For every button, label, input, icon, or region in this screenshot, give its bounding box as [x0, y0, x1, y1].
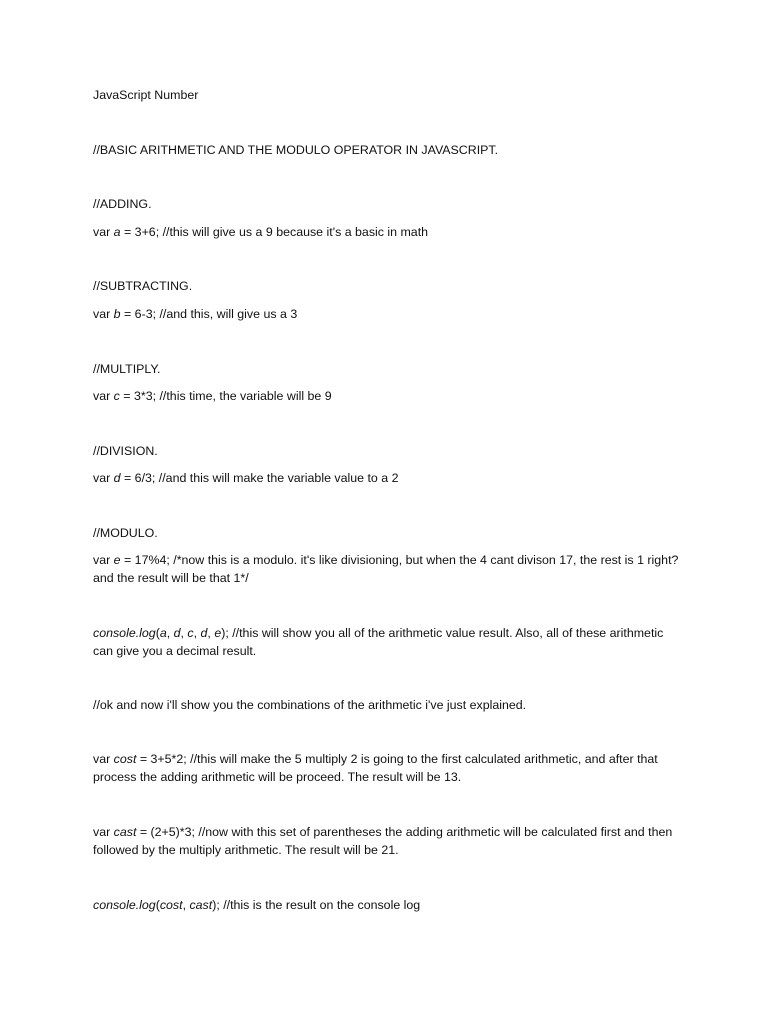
punctuation: , [207, 626, 215, 640]
keyword: var [93, 752, 114, 766]
variable-name: e [113, 553, 121, 567]
argument: e [214, 626, 222, 640]
argument: cast [189, 898, 213, 912]
variable-name: d [113, 471, 121, 485]
code-text: = 6/3; //and this will make the variable value to a 2 [120, 471, 399, 485]
keyword: var [93, 553, 114, 567]
variable-name: cast [113, 825, 137, 839]
console-log-line-2 [93, 897, 683, 915]
keyword: var [93, 225, 114, 239]
variable-name: b [113, 307, 121, 321]
section-heading: //BASIC ARITHMETIC AND THE MODULO OPERATOR IN JAVASCRIPT. [93, 143, 499, 157]
keyword: var [93, 307, 114, 321]
argument: cost [159, 898, 183, 912]
adding-code-line [93, 224, 683, 242]
modulo-code-line [93, 552, 683, 587]
code-text: = 3+6; //this will give us a 9 because it's a basic in math [120, 225, 429, 239]
code-text: ); //this is the result on the console log [212, 898, 421, 912]
cast-code-line [93, 824, 683, 859]
punctuation: ( [155, 626, 160, 640]
adding-comment: //ADDING. [93, 197, 152, 211]
code-text: ); //this will show you all of the arithmetic value result. Also, all of these arithmetic can give you a decimal result. [93, 626, 664, 658]
code-text: = 3*3; //this time, the variable will be 9 [119, 389, 332, 403]
variable-name: c [113, 389, 120, 403]
multiply-code-line [93, 388, 683, 406]
console-log-line-1 [93, 625, 683, 660]
code-text: = 6-3; //and this, will give us a 3 [120, 307, 298, 321]
keyword: var [93, 471, 114, 485]
punctuation: ( [155, 898, 160, 912]
keyword: var [93, 825, 114, 839]
division-comment: //DIVISION. [93, 444, 158, 458]
division-code-line [93, 470, 683, 488]
combination-note: //ok and now i'll show you the combinations of the arithmetic i've just explained. [93, 698, 527, 712]
function-name: console.log [93, 626, 156, 640]
modulo-comment: //MODULO. [93, 526, 158, 540]
punctuation: , [166, 626, 174, 640]
argument: a [159, 626, 167, 640]
multiply-comment: //MULTIPLY. [93, 362, 161, 376]
argument: d [173, 626, 181, 640]
code-text: = 3+5*2; //this will make the 5 multiply 2 is going to the first calculated arithmetic, and after that process the adding arithmetic will be proceed. The result will be 13. [93, 752, 658, 784]
punctuation: , [182, 898, 190, 912]
punctuation: , [193, 626, 201, 640]
variable-name: cost [113, 752, 137, 766]
subtracting-comment: //SUBTRACTING. [93, 279, 193, 293]
document-title: JavaScript Number [93, 88, 199, 102]
keyword: var [93, 389, 114, 403]
subtracting-code-line [93, 306, 683, 324]
code-text: = (2+5)*3; //now with this set of parentheses the adding arithmetic will be calculated first and then followed by the multiply arithmetic. The result will be 21. [93, 825, 673, 857]
variable-name: a [113, 225, 121, 239]
code-text: = 17%4; /*now this is a modulo. it's like divisioning, but when the 4 cant divison 17, the rest is 1 right? and the result will be that 1*/ [93, 553, 679, 585]
punctuation: , [180, 626, 188, 640]
argument: d [200, 626, 208, 640]
function-name: console.log [93, 898, 156, 912]
cost-code-line [93, 751, 683, 786]
argument: c [187, 626, 194, 640]
